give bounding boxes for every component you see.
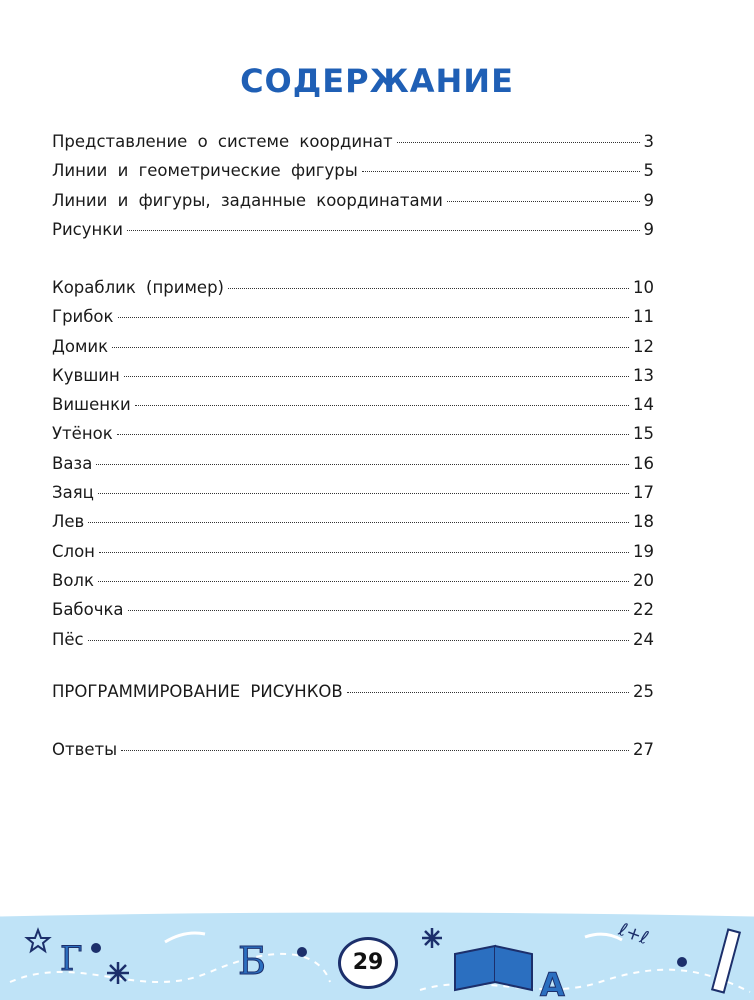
dot-leader xyxy=(88,640,629,641)
dot-leader xyxy=(118,317,630,318)
dot-leader xyxy=(128,610,629,611)
toc-entry[interactable] xyxy=(52,307,654,336)
dot-icon xyxy=(91,943,101,953)
toc-entry-page: 13 xyxy=(633,365,654,385)
toc-entry-label: Линии и фигуры, заданные координатами xyxy=(52,190,443,210)
toc-entry-page: 14 xyxy=(633,395,654,415)
dot-leader xyxy=(88,522,629,523)
toc-entry-label: Представление о системе координат xyxy=(52,132,393,151)
dot-leader xyxy=(127,230,640,231)
toc-entry[interactable] xyxy=(52,191,654,220)
toc-entry-page: 17 xyxy=(633,483,654,503)
toc-entry-page: 24 xyxy=(633,629,654,649)
svg-text:ℓ+ℓ: ℓ+ℓ xyxy=(615,919,652,950)
toc-entry[interactable] xyxy=(52,483,654,512)
dot-leader xyxy=(99,552,629,553)
dot-icon xyxy=(677,957,687,967)
decor-letter: Б xyxy=(238,939,266,983)
toc-entry-label: Линии и геометрические фигуры xyxy=(52,161,358,181)
toc-entry-label: ПРОГРАММИРОВАНИЕ РИСУНКОВ xyxy=(52,682,343,701)
dot-leader xyxy=(397,142,640,143)
toc-entry[interactable] xyxy=(52,630,654,659)
toc-entry[interactable] xyxy=(52,337,654,366)
dot-leader xyxy=(117,434,629,435)
toc-entry-page: 27 xyxy=(633,740,654,759)
toc-section-answers xyxy=(52,740,654,769)
toc-entry-page: 18 xyxy=(633,512,654,532)
dot-leader xyxy=(96,464,629,465)
toc-entry-label: Кувшин xyxy=(52,365,120,385)
toc-entry[interactable] xyxy=(52,132,654,161)
toc-entry-label: Волк xyxy=(52,570,94,590)
toc-section-programming xyxy=(52,682,654,711)
toc-entry[interactable] xyxy=(52,542,654,571)
toc-entry-label: Ответы xyxy=(52,740,118,759)
toc-entry-page: 9 xyxy=(643,190,654,210)
decor-letter: А xyxy=(540,966,565,1000)
page-number-badge: 29 xyxy=(338,937,398,989)
open-book-icon xyxy=(455,946,532,990)
toc-entry-label: Рисунки xyxy=(52,219,123,239)
page-title: СОДЕРЖАНИЕ xyxy=(240,62,514,100)
toc-entry-page: 15 xyxy=(633,424,654,444)
toc-entry-label: Домик xyxy=(52,336,109,356)
dot-leader xyxy=(347,692,629,693)
snowflake-icon xyxy=(422,928,442,948)
dot-leader xyxy=(98,581,629,582)
decor-letter: Г xyxy=(60,939,83,979)
math-symbols-icon xyxy=(615,919,651,949)
dot-icon xyxy=(297,947,307,957)
toc-entry-page: 10 xyxy=(633,278,654,297)
toc-entry[interactable] xyxy=(52,600,654,629)
toc-entry[interactable] xyxy=(52,161,654,190)
toc-entry[interactable] xyxy=(52,424,654,453)
toc-entry-label: Лев xyxy=(52,512,85,532)
toc-section-drawings xyxy=(52,278,654,659)
toc-entry-label: Слон xyxy=(52,541,95,561)
toc-entry-label: Утёнок xyxy=(52,424,113,444)
toc-entry-label: Ваза xyxy=(52,453,93,473)
toc-entry-label: Вишенки xyxy=(52,395,131,415)
toc-entry[interactable] xyxy=(52,740,654,769)
toc-entry-label: Кораблик (пример) xyxy=(52,278,224,297)
toc-entry-page: 12 xyxy=(633,336,654,356)
toc-entry[interactable] xyxy=(52,220,654,249)
swoosh-icon xyxy=(165,933,205,942)
toc-entry-page: 19 xyxy=(633,541,654,561)
toc-entry-page: 3 xyxy=(643,132,654,151)
dot-leader xyxy=(124,376,629,377)
toc-entry[interactable] xyxy=(52,454,654,483)
toc-entry-page: 20 xyxy=(633,570,654,590)
toc-entry-page: 5 xyxy=(643,161,654,181)
toc-entry-label: Бабочка xyxy=(52,600,124,620)
dot-leader xyxy=(112,347,629,348)
dot-leader xyxy=(447,201,640,202)
dot-leader xyxy=(121,750,629,751)
toc-entry-page: 9 xyxy=(643,219,654,239)
toc-entry-page: 22 xyxy=(633,600,654,620)
toc-entry[interactable] xyxy=(52,571,654,600)
dot-leader xyxy=(98,493,629,494)
toc-entry-page: 11 xyxy=(633,307,654,327)
toc-entry-label: Грибок xyxy=(52,307,114,327)
dot-leader xyxy=(362,171,640,172)
toc-entry-label: Заяц xyxy=(52,483,94,503)
toc-entry[interactable] xyxy=(52,395,654,424)
toc-entry[interactable] xyxy=(52,512,654,541)
toc-section-intro xyxy=(52,132,654,249)
snowflake-icon xyxy=(107,962,129,984)
toc-entry-label: Пёс xyxy=(52,629,84,649)
toc-entry[interactable] xyxy=(52,682,654,711)
dot-leader xyxy=(228,288,629,289)
toc-entry-page: 25 xyxy=(633,682,654,701)
pencil-icon xyxy=(712,930,740,993)
toc-entry[interactable] xyxy=(52,366,654,395)
star-icon xyxy=(27,930,49,951)
dot-leader xyxy=(135,405,629,406)
toc-entry-page: 16 xyxy=(633,453,654,473)
toc-entry[interactable] xyxy=(52,278,654,307)
